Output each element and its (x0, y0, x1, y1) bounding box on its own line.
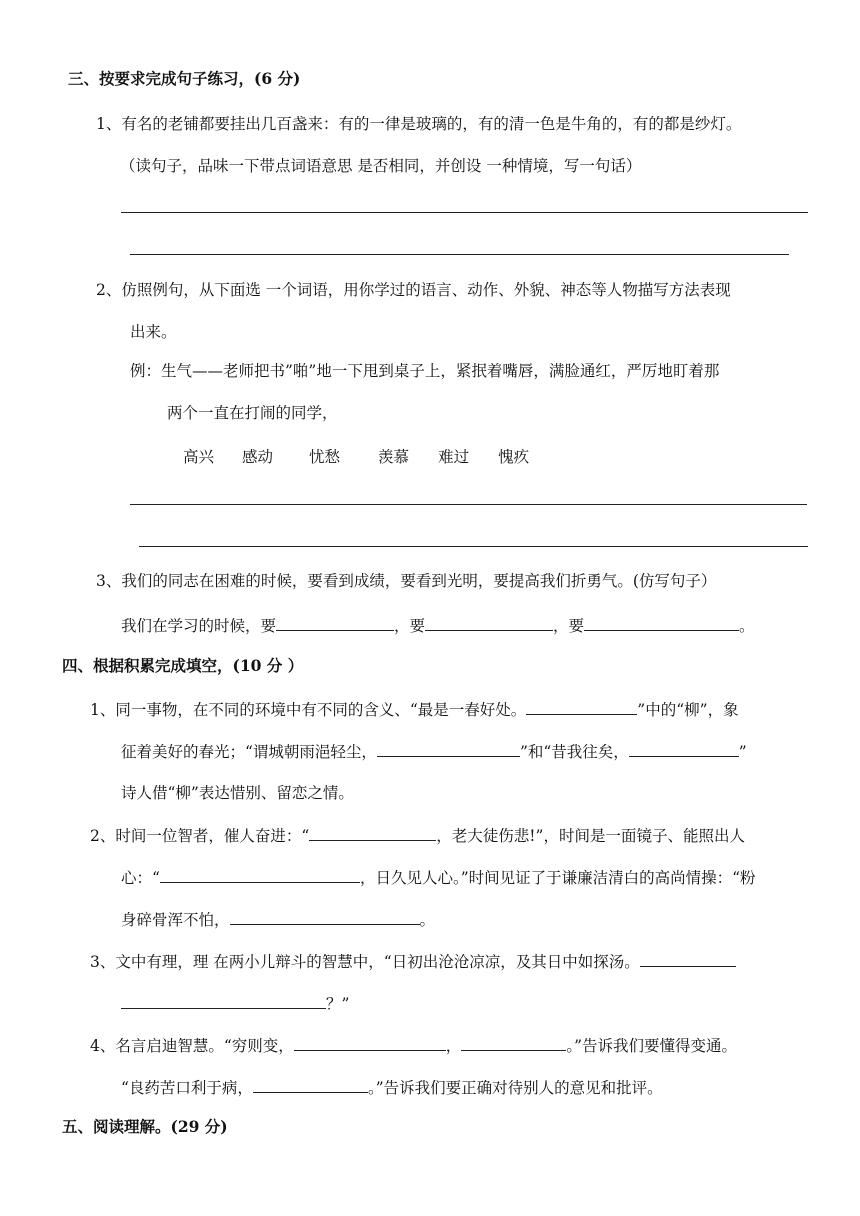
question-4-1-end: 诗人借“柳”表达惜别、留恋之情。 (121, 784, 354, 802)
question-3-3-fill: 我们在学习的时候，要 ，要 ，要 。 (121, 617, 755, 635)
fill-blank[interactable] (425, 615, 553, 631)
word-choice: 忧愁 (309, 448, 341, 466)
fill-blank[interactable] (230, 909, 420, 925)
fill-blank[interactable] (584, 615, 739, 631)
answer-line[interactable] (121, 212, 808, 213)
section-3-heading: 三、按要求完成句子练习，(6 分) (68, 69, 301, 88)
word-choices (183, 447, 529, 467)
answer-line[interactable] (139, 546, 808, 547)
question-4-3: 3、文中有理，理 在两小儿辩斗的智慧中，“日初出沧沧凉凉，及其日中如探汤。 (90, 951, 736, 972)
question-4-2-cont: 心：“ ，日久见人心。”时间见证了于谦廉洁清白的高尚情操：“粉 (121, 869, 756, 887)
section-4-heading: 四、根据积累完成填空，(10 分 ） (62, 656, 304, 675)
question-4-1-cont: 征着美好的春光；“谓城朝雨浥轻尘， ”和“昔我往矣， ” (121, 743, 747, 761)
question-3-3: 3、我们的同志在困难的时候，要看到成绩，要看到光明，要提高我们折勇气。(仿写句子） (96, 572, 717, 590)
question-4-4: 4、名言启迪智慧。“穷则变， ， 。”告诉我们要懂得变通。 (90, 1037, 737, 1055)
question-4-3-cont: ？” (121, 993, 349, 1014)
question-3-2: 2、仿照例句，从下面选 一个词语，用你学过的语言、动作、外貌、神态等人物描写方法表现 (96, 281, 731, 299)
question-3-1: 1、有名的老铺都要挂出几百盏来：有的一律是玻璃的，有的清一色是牛角的，有的都是纱灯。 (96, 115, 742, 133)
fill-blank[interactable] (309, 825, 436, 841)
question-4-1: 1、同一事物，在不同的环境中有不同的含义、“最是一春好处。 ”中的“柳”，象 (90, 701, 739, 719)
fill-blank[interactable] (461, 1035, 566, 1051)
word-choice: 羡慕 (378, 448, 410, 466)
answer-line[interactable] (130, 254, 789, 255)
question-3-2-cont: 出来。 (130, 323, 177, 341)
section-5-heading: 五、阅读理解。(29 分) (62, 1117, 228, 1136)
example-sentence-cont: 两个一直在打闹的同学， (167, 404, 338, 422)
question-4-2: 2、时间一位智者，催人奋进：“ ，老大徒伤悲!”，时间是一面镜子、能照出人 (90, 827, 745, 845)
fill-blank[interactable] (640, 951, 736, 967)
question-4-4-cont: “良药苦口利于病， 。”告诉我们要正确对待别人的意见和批评。 (121, 1079, 663, 1097)
word-choice: 愧疚 (498, 448, 530, 466)
example-sentence: 例：生气——老师把书”啪”地一下甩到桌子上，紧抿着嘴唇，满脸通红，严厉地盯着那 (130, 362, 720, 380)
fill-blank[interactable] (526, 699, 637, 715)
word-choice: 感动 (242, 448, 274, 466)
fill-blank[interactable] (253, 1077, 368, 1093)
fill-blank[interactable] (276, 615, 394, 631)
fill-blank[interactable] (121, 993, 326, 1009)
question-4-2-end: 身碎骨浑不怕， 。 (121, 911, 436, 929)
word-choice: 难过 (438, 448, 470, 466)
fill-blank[interactable] (160, 867, 360, 883)
fill-blank[interactable] (377, 741, 520, 757)
fill-blank[interactable] (629, 741, 739, 757)
word-choice: 高兴 (183, 448, 215, 466)
answer-line[interactable] (130, 504, 807, 505)
question-3-1-hint: （读句子，品味一下带点词语意思 是否相同，并创设 一种情境，写一句话） (120, 157, 642, 175)
fill-blank[interactable] (294, 1035, 446, 1051)
